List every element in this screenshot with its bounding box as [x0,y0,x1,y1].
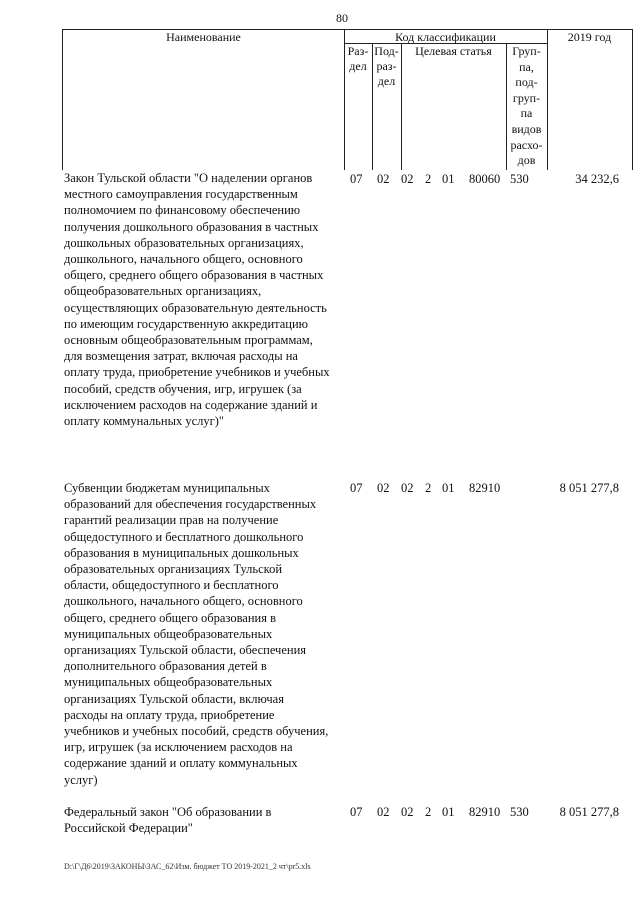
row-target-4: 80060 [469,172,501,186]
header-year: 2019 год [567,30,612,44]
row-section: 07 [350,172,363,186]
header-expense-group: Груп- па, под- груп- па видов расхо- дов [510,44,543,168]
row-subsection: 02 [377,172,390,186]
table-header [62,29,633,170]
row-section: 07 [350,481,363,495]
row-target-2: 2 [425,172,432,186]
row-amount: 8 051 277,8 [559,805,619,819]
row-target-3: 01 [442,481,455,495]
row-target-1: 02 [401,805,414,819]
header-subsection: Под- раз- дел [374,44,399,88]
row-group: 530 [510,172,529,186]
row-target-3: 01 [442,172,455,186]
row-name: Федеральный закон "Об образовании в Российской Федерации" [64,805,272,836]
row-section: 07 [350,805,363,819]
file-path-footer: D:\Г\Д6\2019\ЗАКОНЫ\ЗАС_62\Изм. бюджет ТО 2019-2021_2 чт\pr5.xls [64,862,311,871]
page-number: 80 [336,11,348,25]
row-amount: 34 232,6 [575,172,619,186]
row-name: Закон Тульской области "О наделении органов местного самоуправления государственным полномочием по финансовому обеспечению получения дошкольного образования в частных дошкольных образовательных организациях, дошкольного, начального общего, основного общего, среднего общего образования в частных общеобразовательных организациях, осуществляющих образовательную деятельность по имеющим государственную аккредитацию основным общеобразовательным программам, для возмещения затрат, включая расходы на оплату труда, приобретение учебников и учебных пособий, средств обучения, игр, игрушек (за исключением расходов на содержание зданий и оплату коммунальных услуг)" [64,171,330,429]
row-target-3: 01 [442,805,455,819]
row-target-2: 2 [425,805,432,819]
row-target-1: 02 [401,481,414,495]
row-amount: 8 051 277,8 [559,481,619,495]
row-subsection: 02 [377,481,390,495]
row-subsection: 02 [377,805,390,819]
row-target-4: 82910 [469,481,501,495]
row-target-2: 2 [425,481,432,495]
header-target-item: Целевая статья [415,44,492,58]
header-section: Раз- дел [347,44,369,73]
header-name: Наименование [166,30,241,44]
row-name: Субвенции бюджетам муниципальных образований для обеспечения государственных гарантий реализации прав на получение общедоступного и бесплатного дошкольного образования в муниципальных дошкольных образовательных организациях Тульской области, общедоступного и бесплатного дошкольного, начального общего, основного общего, среднего общего образования в муниципальных общеобразовательных организациях Тульской области, обеспечения дополнительного образования детей в муниципальных общеобразовательных организациях Тульской области, включая расходы на оплату труда, приобретение учебников и учебных пособий, средств обучения, игр, игрушек (за исключением расходов на содержание зданий и оплату коммунальных услуг) [64,481,329,787]
row-target-4: 82910 [469,805,501,819]
row-group: 530 [510,805,529,819]
header-classification: Код классификации [395,30,496,44]
row-target-1: 02 [401,172,414,186]
